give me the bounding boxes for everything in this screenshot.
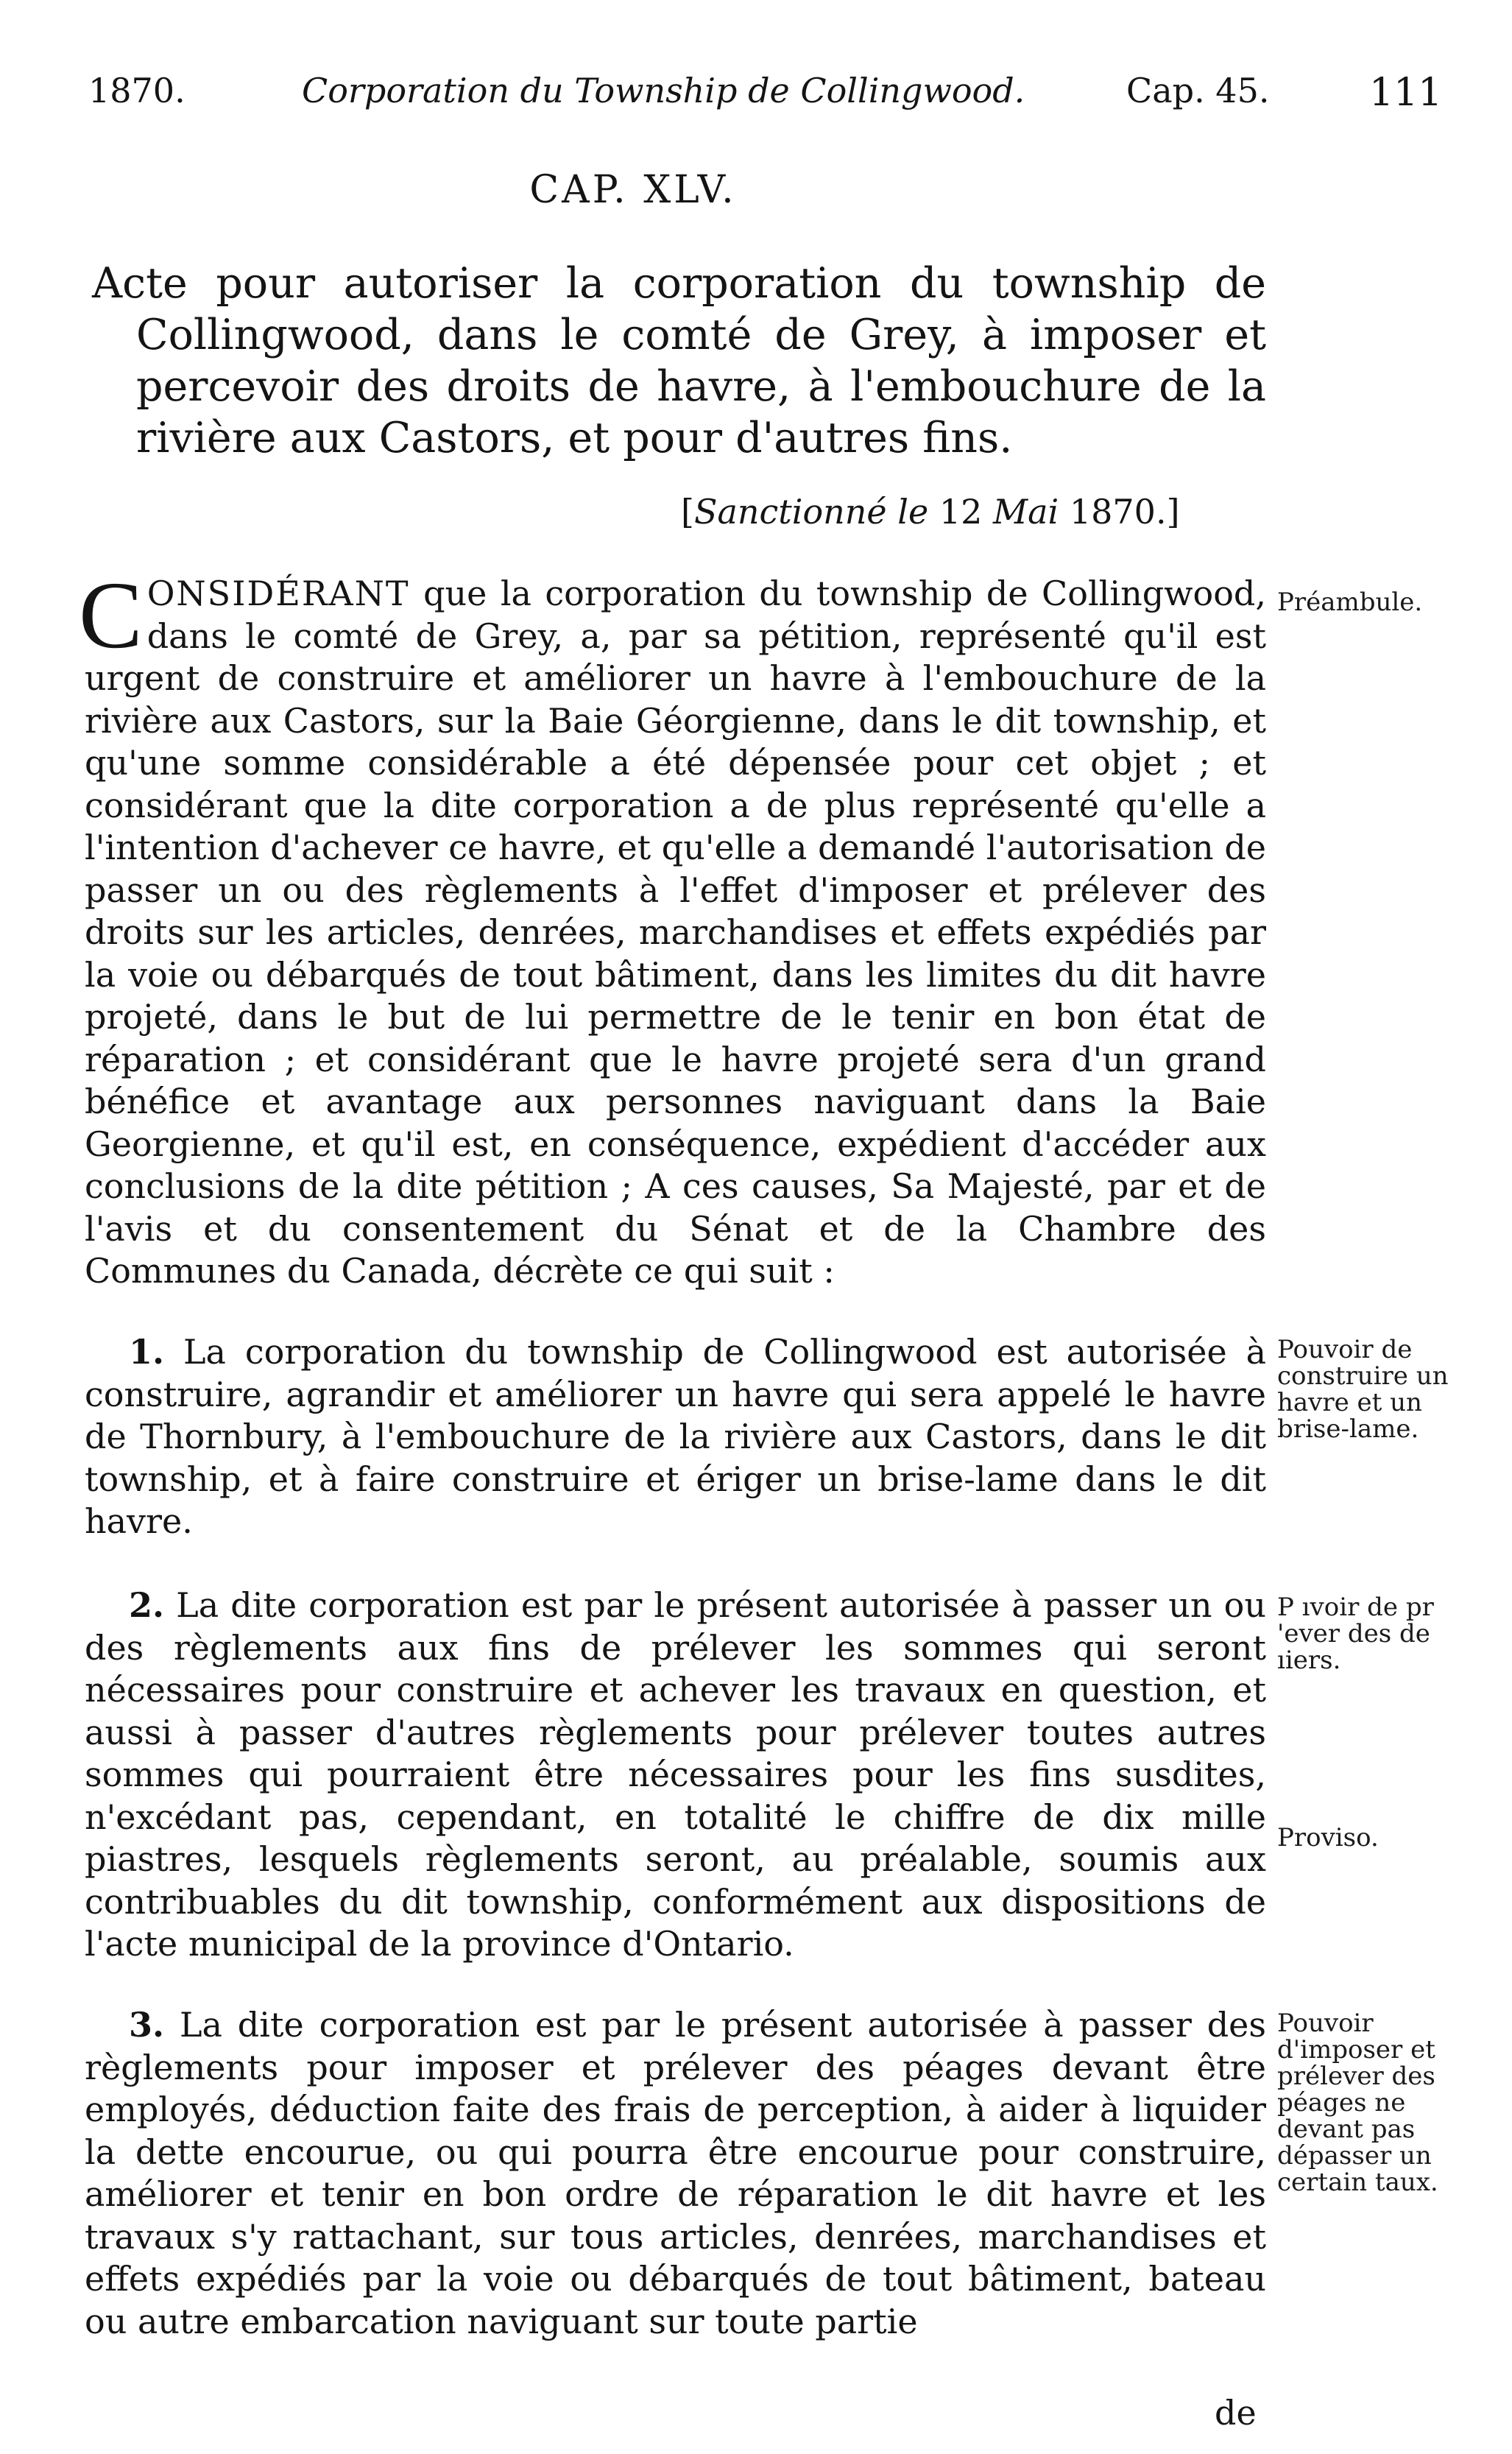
- section-2: [85, 1584, 1266, 1966]
- chapter-heading: CAP. XLV.: [529, 168, 737, 212]
- section-1-text: La corporation du township de Collingwood est autorisée à construire, agrandir et améliorer un havre qui sera appelé le havre de Thornbury, à l'embouchure de la rivière aux Castors, dans le dit township, et à faire construire et ériger un brise-lame dans le dit havre.: [85, 1332, 1266, 1541]
- margin-note-preamble: Préambule.: [1277, 588, 1423, 617]
- header-title: Corporation du Township de Collingwood.: [302, 71, 1025, 110]
- preamble-smallcaps: ONSIDÉRANT: [146, 574, 410, 613]
- section-2-text: La dite corporation est par le présent autorisée à passer un ou des règlements aux fins de prélever les sommes qui seront nécessaires pour construire et achever les travaux en question, et aussi à passer d'autres règlements pour prélever toutes autres sommes qui pourraient être nécessaires pour les fins susdites, n'excédant pas, cependant, en totalité le chiffre de dix mille piastres, lesquels règlements seront, au préalable, soumis aux contribuables du dit township, conformément aux dispositions de l'acte municipal de la province d'Ontario.: [85, 1585, 1266, 1964]
- preamble-paragraph: [79, 563, 1266, 1293]
- header-year: 1870.: [88, 71, 186, 110]
- margin-note-proviso: Proviso.: [1277, 1823, 1379, 1852]
- drop-cap: C: [79, 563, 143, 669]
- sanction-open: [: [681, 492, 694, 532]
- catchword: de: [1215, 2393, 1257, 2433]
- sanction-close: 1870.]: [1069, 492, 1180, 532]
- section-3-number: 3.: [129, 2005, 165, 2045]
- section-1-number: 1.: [129, 1332, 165, 1372]
- page-number: 111: [1369, 71, 1443, 115]
- sanction-day: 12: [939, 492, 983, 532]
- sanction-label: Sanctionné le: [693, 492, 929, 532]
- sanction-date: [681, 492, 1180, 532]
- running-header: [88, 71, 1487, 122]
- margin-note-section-1: Pouvoir de construire un havre et un brise-lame.: [1277, 1335, 1449, 1444]
- margin-note-section-3: Pouvoir d'imposer et prélever des péages ne devant pas dépasser un certain taux.: [1277, 2009, 1438, 2197]
- section-3-text: La dite corporation est par le présent autorisée à passer des règlements pour imposer et prélever des péages devant être employés, déduction faite des frais de perception, à aider à liquider la dette encourue, ou qui pourra être encourue pour construire, améliorer et tenir en bon ordre de réparation le dit havre et les travaux s'y rattachant, sur tous articles, denrées, marchandises et effets expédiés par la voie ou débarqués de tout bâtiment, bateau ou autre embarcation naviguant sur toute partie: [85, 2005, 1267, 2341]
- preamble-text: que la corporation du township de Collingwood, dans le comté de Grey, a, par sa pétition, représenté qu'il est urgent de construire et améliorer un havre à l'embouchure de la rivière aux Castors, sur la Baie Géorgienne, dans le dit township, et qu'une somme considérable a été dépensée pour cet objet ; et considérant que la dite corporation a de plus représenté qu'elle a l'intention d'achever ce havre, et qu'elle a demandé l'autorisation de passer un ou des règlements à l'effet d'imposer et prélever des droits sur les articles, denrées, marchandises et effets expédiés par la voie ou débarqués de tout bâtiment, dans les limites du dit havre projeté, dans le but de lui permettre de le tenir en bon état de réparation ; et considérant que le havre projeté sera d'un grand bénéfice et avantage aux personnes naviguant dans la Baie Georgienne, et qu'il est, en conséquence, expédient d'accéder aux conclusions de la dite pétition ; A ces causes, Sa Majesté, par et de l'avis et du consentement du Sénat et de la Chambre des Communes du Canada, décrète ce qui suit :: [85, 574, 1266, 1291]
- section-3: [85, 2004, 1266, 2343]
- margin-note-section-2: P ıvoir de pr 'ever des de ıiers.: [1277, 1593, 1434, 1675]
- section-2-number: 2.: [129, 1585, 165, 1625]
- act-title: Acte pour autoriser la corporation du township de Collingwood, dans le comté de Grey, à imposer et percevoir des droits de havre, à l'embouchure de la rivière aux Castors, et pour d'autres fins.: [92, 259, 1266, 462]
- section-1: [85, 1331, 1266, 1543]
- sanction-month: Mai: [993, 492, 1059, 532]
- header-chapter: Cap. 45.: [1126, 71, 1270, 110]
